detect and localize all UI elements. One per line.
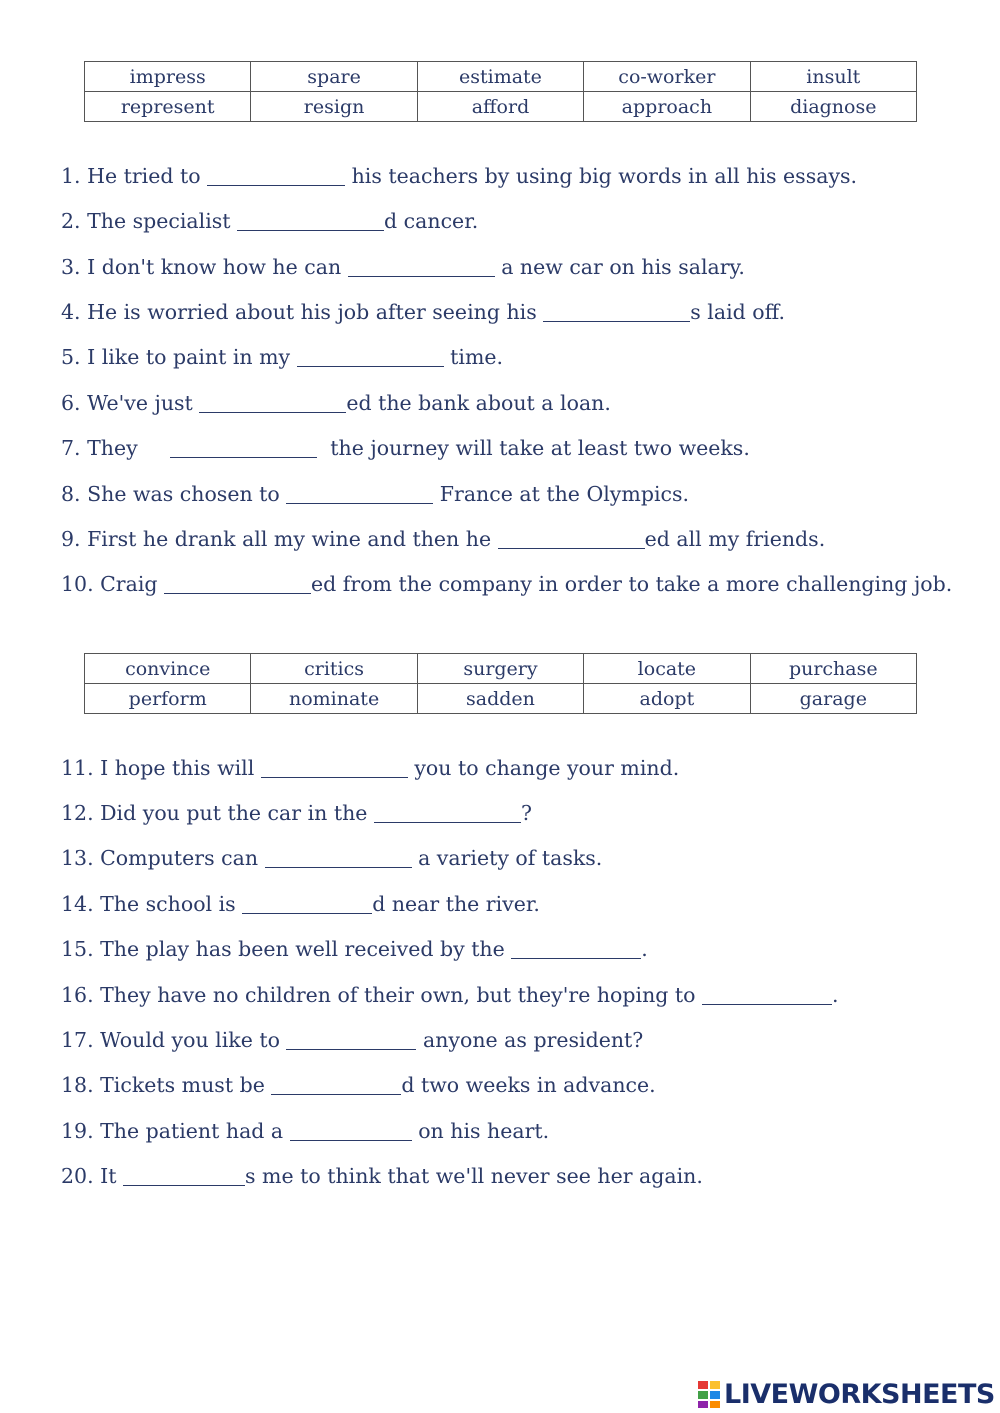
answer-blank[interactable] (290, 1139, 412, 1141)
word-cell: purchase (750, 654, 916, 684)
question-text: 12. Did you put the car in the (61, 801, 374, 825)
question-text: the journey will take at least two weeks. (317, 436, 750, 460)
question-text: France at the Olympics. (433, 482, 690, 506)
word-box-row (85, 684, 917, 714)
word-cell: spare (251, 62, 417, 92)
answer-blank[interactable] (271, 1093, 401, 1095)
word-cell: afford (417, 92, 583, 122)
question-text: 10. Craig (61, 572, 165, 596)
answer-blank[interactable] (374, 821, 521, 823)
word-cell: approach (584, 92, 750, 122)
question-text: 14. The school is (61, 892, 243, 916)
question-3 (61, 254, 745, 280)
answer-blank[interactable] (207, 184, 345, 186)
answer-blank[interactable] (242, 912, 372, 914)
answer-blank[interactable] (543, 320, 690, 322)
question-17 (61, 1027, 643, 1053)
question-text: time. (443, 345, 504, 369)
word-cell: represent (85, 92, 251, 122)
word-box-row (85, 654, 917, 684)
question-16 (61, 982, 839, 1008)
question-text: d near the river. (372, 892, 540, 916)
question-text: 16. They have no children of their own, but they're hoping to (61, 983, 703, 1007)
question-9 (61, 526, 825, 552)
word-cell: convince (85, 654, 251, 684)
question-20 (61, 1163, 703, 1189)
question-text: . (832, 983, 839, 1007)
question-text: . (641, 937, 648, 961)
question-text: 13. Computers can (61, 846, 265, 870)
answer-blank[interactable] (237, 229, 384, 231)
answer-blank[interactable] (511, 957, 641, 959)
question-text: on his heart. (411, 1119, 550, 1143)
answer-blank[interactable] (123, 1184, 245, 1186)
liveworksheets-logo[interactable] (697, 1377, 995, 1411)
question-text: his teachers by using big words in all his essays. (345, 164, 858, 188)
word-cell: perform (85, 684, 251, 714)
word-box-2 (84, 653, 917, 714)
question-12 (61, 800, 532, 826)
answer-blank[interactable] (261, 776, 408, 778)
question-14 (61, 891, 540, 917)
logo-text: LIVEWORKSHEETS (724, 1378, 995, 1410)
question-text: 15. The play has been well received by the (61, 937, 512, 961)
question-text: 19. The patient had a (61, 1119, 290, 1143)
question-11 (61, 755, 679, 781)
question-13 (61, 845, 602, 871)
question-text: 4. He is worried about his job after seeing his (61, 300, 544, 324)
question-text: anyone as president? (416, 1028, 644, 1052)
question-text: a new car on his salary. (494, 255, 745, 279)
word-cell: impress (85, 62, 251, 92)
question-text: you to change your mind. (407, 756, 680, 780)
answer-blank[interactable] (199, 411, 346, 413)
word-cell: diagnose (750, 92, 916, 122)
question-text: d two weeks in advance. (401, 1073, 656, 1097)
question-6 (61, 390, 611, 416)
word-cell: garage (750, 684, 916, 714)
question-8 (61, 481, 689, 507)
answer-blank[interactable] (164, 592, 311, 594)
question-text: ed the bank about a loan. (346, 391, 611, 415)
question-text: ? (520, 801, 532, 825)
answer-blank[interactable] (170, 456, 317, 458)
question-text: s laid off. (690, 300, 785, 324)
question-text: 7. They (61, 436, 171, 460)
answer-blank[interactable] (286, 1048, 416, 1050)
answer-blank[interactable] (498, 547, 645, 549)
word-cell: sadden (417, 684, 583, 714)
word-cell: critics (251, 654, 417, 684)
question-5 (61, 344, 503, 370)
question-19 (61, 1118, 549, 1144)
question-text: 5. I like to paint in my (61, 345, 297, 369)
question-text: 20. It (61, 1164, 123, 1188)
question-15 (61, 936, 648, 962)
question-text: 3. I don't know how he can (61, 255, 348, 279)
word-box-1 (84, 61, 917, 122)
question-text: ed all my friends. (644, 527, 826, 551)
question-text: 8. She was chosen to (61, 482, 287, 506)
question-text: 17. Would you like to (61, 1028, 287, 1052)
question-text: 18. Tickets must be (61, 1073, 272, 1097)
question-18 (61, 1072, 656, 1098)
question-1 (61, 163, 857, 189)
question-7 (61, 435, 750, 461)
question-text: ed from the company in order to take a more challenging job. (311, 572, 953, 596)
question-10 (61, 571, 952, 597)
word-box-row (85, 62, 917, 92)
word-cell: nominate (251, 684, 417, 714)
question-text: 9. First he drank all my wine and then he (61, 527, 498, 551)
word-cell: insult (750, 62, 916, 92)
answer-blank[interactable] (286, 502, 433, 504)
liveworksheets-logo-icon (697, 1379, 721, 1409)
question-text: 1. He tried to (61, 164, 208, 188)
word-cell: locate (584, 654, 750, 684)
word-cell: surgery (417, 654, 583, 684)
question-text: 2. The specialist (61, 209, 238, 233)
question-4 (61, 299, 785, 325)
answer-blank[interactable] (265, 866, 412, 868)
question-text: s me to think that we'll never see her again. (244, 1164, 703, 1188)
question-text: 6. We've just (61, 391, 200, 415)
answer-blank[interactable] (297, 365, 444, 367)
question-text: a variety of tasks. (411, 846, 603, 870)
word-cell: co-worker (584, 62, 750, 92)
word-cell: adopt (584, 684, 750, 714)
answer-blank[interactable] (348, 275, 495, 277)
word-box-row (85, 92, 917, 122)
question-text: d cancer. (384, 209, 479, 233)
answer-blank[interactable] (702, 1003, 832, 1005)
word-cell: resign (251, 92, 417, 122)
question-2 (61, 208, 478, 234)
question-text: 11. I hope this will (61, 756, 261, 780)
word-cell: estimate (417, 62, 583, 92)
